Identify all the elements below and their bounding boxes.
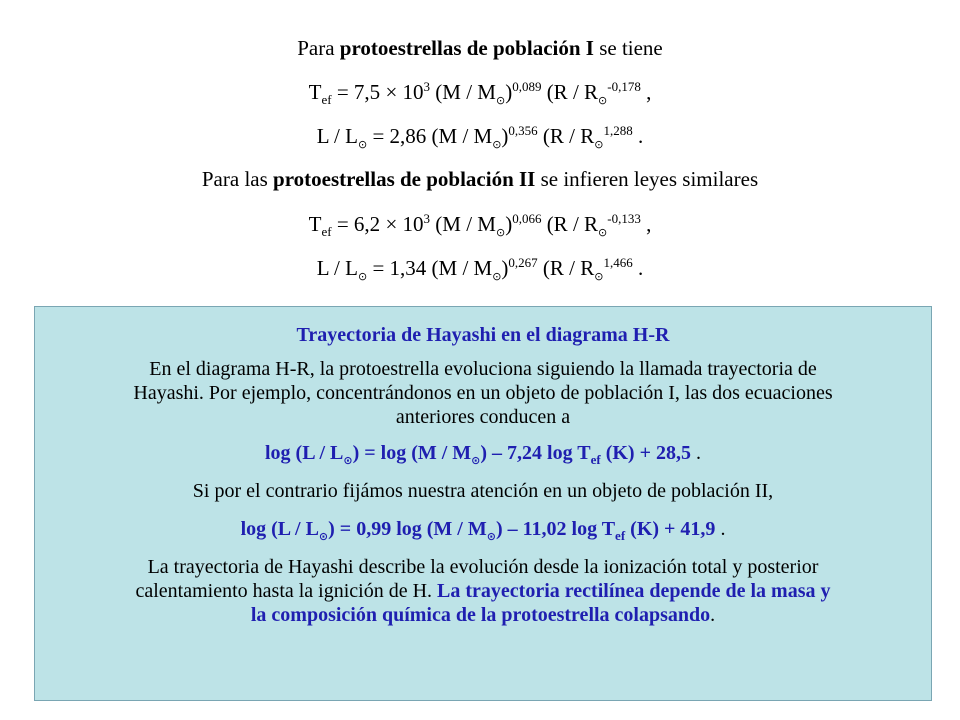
equation-luminosity-pop-i: $L / L_⊙ = 2,86$ $(M / M_⊙)^{0,356}$ ($R / R_⊙^{1,288}$ . [316, 123, 644, 151]
paragraph-line: La trayectoria de Hayashi describe la evolución desde la ionización total y posterior [147, 556, 819, 578]
sun-symbol: ⊙ [471, 454, 481, 467]
sun-symbol: ⊙ [492, 138, 502, 151]
paragraph-line: Si por el contrario fijámos nuestra atención en un objeto de población II, [192, 480, 774, 502]
sun-symbol: ⊙ [495, 226, 506, 239]
hayashi-track-box [34, 306, 932, 701]
population-i-label: protoestrellas de población I [339, 36, 594, 60]
equation-tef-pop-ii: $T_{ef} = 6,2 \times 10^3$ $(M / M_⊙)^{0,066}$ ($R / R_⊙^{-0,133}$ , [308, 211, 652, 239]
sun-symbol: ⊙ [594, 138, 604, 151]
equation-tef-pop-i: $T_{ef} = 7,5 \times 10^3$ $(M / M_⊙)^{0,089}$ ($R / R_⊙^{-0,178}$ , [308, 79, 652, 107]
population-ii-label: protoestrellas de población II [273, 167, 536, 191]
paragraph-line: Hayashi. Por ejemplo, concentrándonos en un objeto de población I, las dos ecuaciones [133, 382, 833, 404]
sun-symbol: ⊙ [598, 226, 608, 239]
paragraph-line: calentamiento hasta la ignición de H. La trayectoria rectilínea depende de la masa y [135, 580, 831, 602]
sun-symbol: ⊙ [492, 270, 502, 283]
emphasis-text: la composición química de la protoestrella colapsando [250, 604, 711, 626]
equation-hayashi-pop-i: $\log (L / L_⊙) = \log (M / M_⊙) - 7,24$ $\log T_{ef}$ (K) + 28,5 . [265, 442, 701, 467]
population-i-intro: Para protoestrellas de población I se tiene [297, 36, 663, 60]
paragraph-line: En el diagrama H-R, la protoestrella evoluciona siguiendo la llamada trayectoria de [149, 358, 817, 380]
sun-symbol: ⊙ [598, 94, 608, 107]
sun-symbol: ⊙ [318, 530, 329, 543]
equation-luminosity-pop-ii: $L / L_⊙ = 1,34$ $(M / M_⊙)^{0,267}$ ($R / R_⊙^{1,466}$ . [316, 255, 644, 283]
sun-symbol: ⊙ [343, 454, 353, 467]
equation-hayashi-pop-ii: $\log (L / L_⊙) = 0,99$ $\log (M / M_⊙) - 11,02$ $\log T_{ef}$ (K) + 41,9 . [240, 518, 726, 543]
population-ii-intro: Para las protoestrellas de población II se infieren leyes similares [201, 167, 759, 191]
box-title: Trayectoria de Hayashi en el diagrama H-R [296, 324, 670, 346]
sun-symbol: ⊙ [495, 94, 506, 107]
sun-symbol: ⊙ [357, 138, 368, 151]
paragraph-line: anteriores conducen a [395, 406, 571, 428]
paragraph-line: la composición química de la protoestrella colapsando. [250, 604, 716, 626]
sun-symbol: ⊙ [486, 530, 496, 543]
sun-symbol: ⊙ [357, 270, 368, 283]
emphasis-text: La trayectoria rectilínea depende de la masa y [437, 580, 831, 602]
sun-symbol: ⊙ [594, 270, 604, 283]
